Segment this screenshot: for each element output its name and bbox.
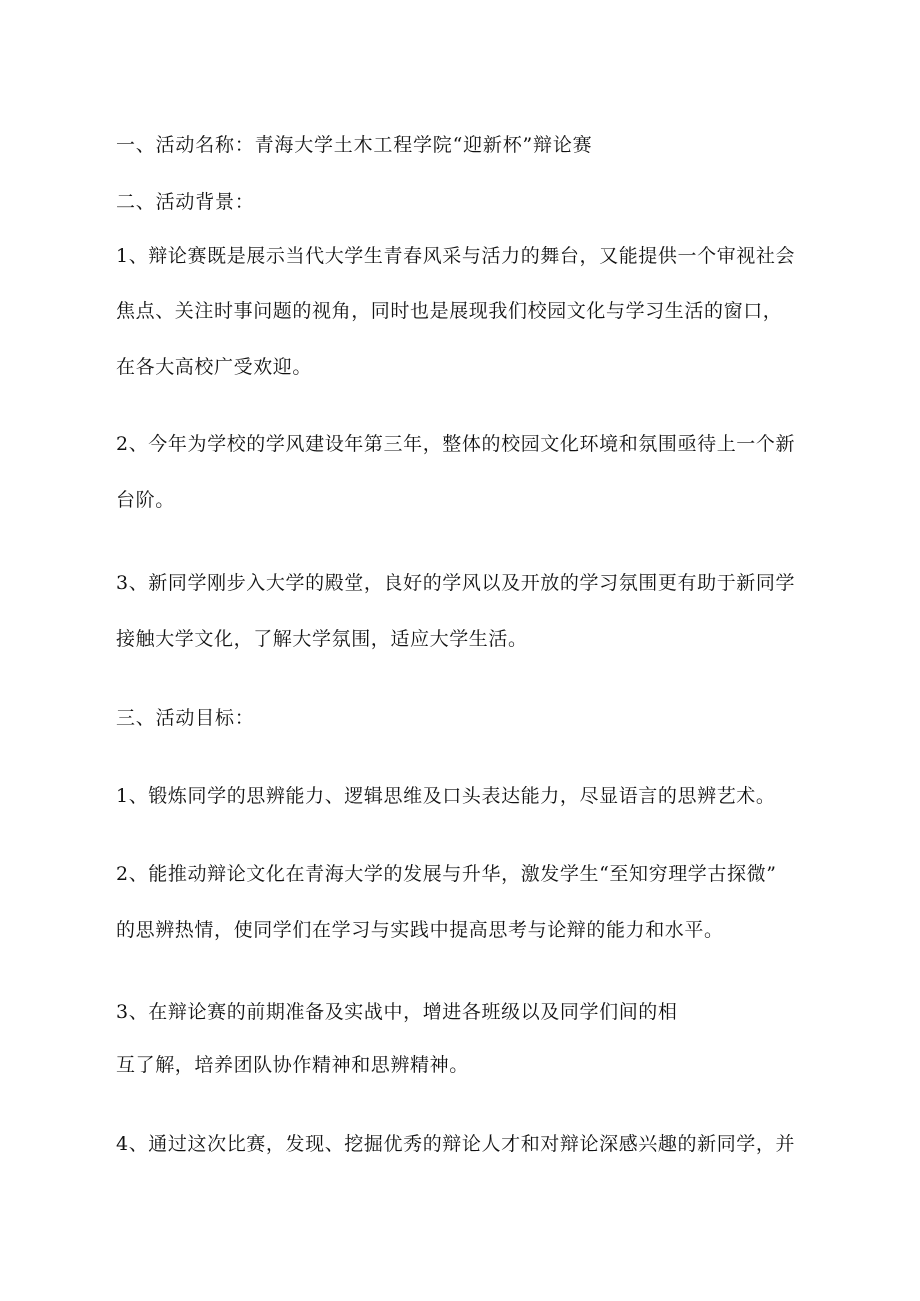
paragraph-line: 1、锻炼同学的思辨能力、逻辑思维及口头表达能力，尽显语言的思辨艺术。 — [116, 785, 776, 807]
paragraph-line: 焦点、关注时事问题的视角，同时也是展现我们校园文化与学习生活的窗口， — [116, 300, 783, 322]
paragraph-line: 3、新同学刚步入大学的殿堂，良好的学风以及开放的学习氛围更有助于新同学 — [116, 572, 796, 594]
paragraph-line: 接触大学文化，了解大学氛围，适应大学生活。 — [116, 628, 528, 650]
paragraph-line: 2、能推动辩论文化在青海大学的发展与升华，激发学生“至知穷理学古探微” — [116, 863, 777, 885]
paragraph-line: 互了解，培养团队协作精神和思辨精神。 — [116, 1054, 469, 1076]
paragraph-line: 1、辩论赛既是展示当代大学生青春风采与活力的舞台，又能提供一个审视社会 — [116, 245, 796, 267]
section-heading-objectives: 三、活动目标： — [116, 707, 255, 729]
paragraph-line: 台阶。 — [116, 489, 175, 511]
paragraph-line: 的思辨热情，使同学们在学习与实践中提高思考与论辩的能力和水平。 — [116, 919, 724, 941]
section-heading-background: 二、活动背景： — [116, 191, 255, 213]
paragraph-line: 3、在辩论赛的前期准备及实战中，增进各班级以及同学们间的相 — [116, 1001, 678, 1023]
section-heading-activity-name: 一、活动名称：青海大学土木工程学院“迎新杯”辩论赛 — [116, 134, 593, 156]
paragraph-line: 2、今年为学校的学风建设年第三年，整体的校园文化环境和氛围亟待上一个新 — [116, 433, 796, 455]
paragraph-line: 4、通过这次比赛，发现、挖掘优秀的辩论人才和对辩论深感兴趣的新同学，并 — [116, 1133, 796, 1155]
paragraph-line: 在各大高校广受欢迎。 — [116, 356, 313, 378]
